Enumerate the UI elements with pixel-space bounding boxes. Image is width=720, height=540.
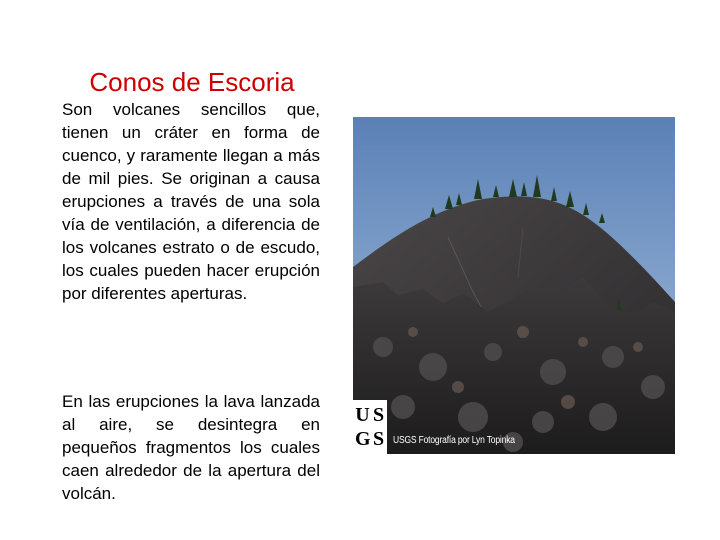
usgs-logo-letter: G [355, 428, 371, 450]
photo-credit: USGS Fotografía por Lyn Topinka [393, 435, 515, 446]
usgs-logo-letter: U [355, 404, 370, 426]
body-paragraph-1: Son volcanes sencillos que, tienen un cráter en forma de cuenco, y raramente llegan a más de mil pies. Se originan a causa erupciones a través de una sola vía de ventilación, a diferencia de los volcanes estrato o de escudo, los cuales pueden hacer erupción por diferentes aperturas. [62, 100, 320, 303]
body-paragraph-2: En las erupciones la lava lanzada al aire, se desintegra en pequeños fragmentos los cuales caen alrededor de la apertura del volcán. [62, 392, 320, 503]
cinder-cone-photo [353, 117, 675, 454]
usgs-logo-letter: S [372, 428, 385, 450]
slide-title: Conos de Escoria [89, 67, 295, 97]
usgs-logo-letter: S [372, 404, 385, 426]
cinder-cone-illustration [353, 117, 675, 454]
usgs-logo [353, 400, 387, 454]
